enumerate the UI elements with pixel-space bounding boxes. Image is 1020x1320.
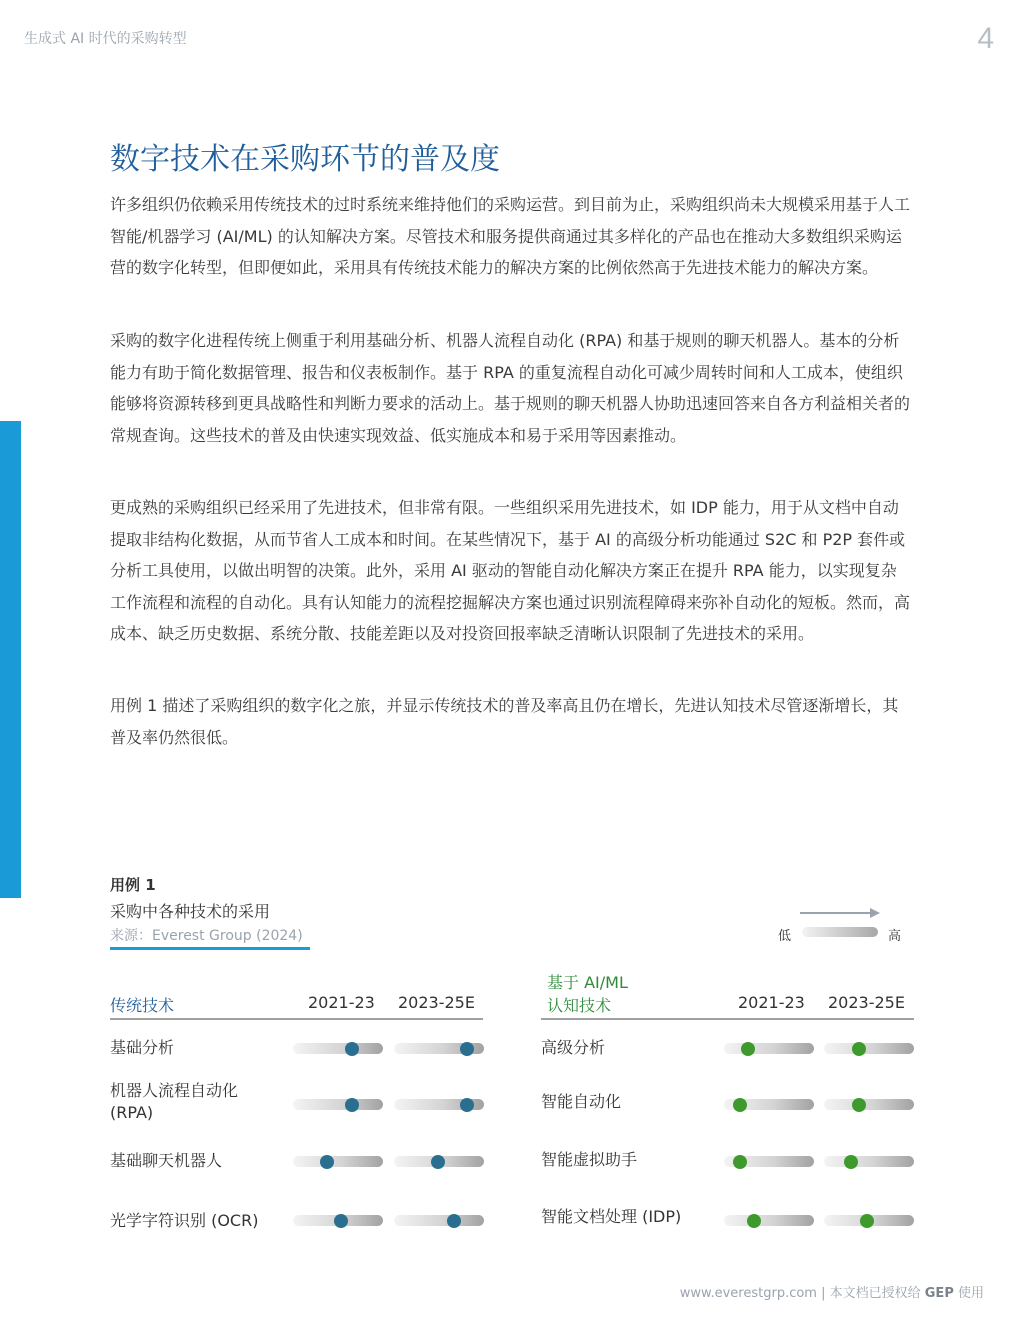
- traditional-period-1: 2021-23: [308, 993, 375, 1012]
- page-title: 数字技术在采购环节的普及度: [110, 142, 500, 177]
- page-number: 4: [977, 22, 994, 55]
- cognitive-adoption-track: [824, 1043, 914, 1054]
- legend-high-label: 高: [888, 929, 902, 944]
- footer-license-text: 本文档已授权给: [829, 1286, 925, 1301]
- legend-arrow-line: [800, 912, 874, 914]
- traditional-adoption-track: [293, 1043, 383, 1054]
- cognitive-adoption-track: [724, 1043, 814, 1054]
- traditional-adoption-track: [293, 1099, 383, 1110]
- exhibit-caption-underline: [110, 947, 310, 950]
- cognitive-adoption-track: [824, 1156, 914, 1167]
- traditional-adoption-track: [394, 1043, 484, 1054]
- cognitive-adoption-marker: [747, 1214, 761, 1228]
- traditional-adoption-marker: [320, 1155, 334, 1169]
- cognitive-adoption-track: [724, 1099, 814, 1110]
- traditional-row-label: 基础分析: [110, 1038, 175, 1057]
- traditional-adoption-track: [394, 1156, 484, 1167]
- legend-gradient-bar: [802, 927, 878, 937]
- paragraph-4: 用例 1 描述了采购组织的数字化之旅，并显示传统技术的普及率高且仍在增长，先进认知技术尽管逐渐增长，其普及率仍然很低。: [110, 696, 899, 747]
- traditional-adoption-marker: [460, 1042, 474, 1056]
- traditional-adoption-marker: [345, 1042, 359, 1056]
- traditional-adoption-track: [293, 1156, 383, 1167]
- cognitive-row-label: 智能自动化: [541, 1092, 622, 1111]
- cognitive-adoption-marker: [860, 1214, 874, 1228]
- exhibit-title: 采购中各种技术的采用: [110, 902, 271, 921]
- cognitive-header: 基于 AI/ML 认知技术: [547, 973, 628, 1015]
- traditional-header-rule: [110, 1018, 483, 1020]
- exhibit-source: 来源：Everest Group (2024): [110, 928, 303, 944]
- cognitive-row-label: 高级分析: [541, 1038, 606, 1057]
- traditional-header: 传统技术: [110, 996, 175, 1015]
- traditional-adoption-marker: [447, 1214, 461, 1228]
- cognitive-adoption-track: [824, 1215, 914, 1226]
- cognitive-adoption-marker: [844, 1155, 858, 1169]
- traditional-adoption-marker: [345, 1098, 359, 1112]
- cognitive-row-label: 智能文档处理 (IDP): [541, 1207, 682, 1226]
- cognitive-adoption-marker: [741, 1042, 755, 1056]
- footer-brand: GEP: [924, 1286, 954, 1301]
- footer-url[interactable]: www.everestgrp.com: [679, 1286, 817, 1301]
- side-accent-bar: [0, 421, 21, 898]
- legend-low-label: 低: [778, 929, 792, 944]
- footer: [680, 1282, 984, 1301]
- cognitive-adoption-track: [724, 1156, 814, 1167]
- traditional-row-label: 光学字符识别 (OCR): [110, 1211, 259, 1230]
- cognitive-header-rule: [541, 1018, 914, 1020]
- traditional-adoption-track: [394, 1215, 484, 1226]
- cognitive-adoption-track: [824, 1099, 914, 1110]
- footer-suffix: 使用: [953, 1286, 984, 1301]
- traditional-row-label: 基础聊天机器人: [110, 1151, 223, 1170]
- traditional-adoption-marker: [334, 1214, 348, 1228]
- traditional-adoption-track: [394, 1099, 484, 1110]
- running-header: 生成式 AI 时代的采购转型: [24, 31, 187, 47]
- paragraph-3: 更成熟的采购组织已经采用了先进技术，但非常有限。一些组织采用先进技术，如 IDP 能力，用于从文档中自动提取非结构化数据，从而节省人工成本和时间。在某些情况下，基于 AI 的高级分析功能通过 S2C 和 P2P 套件或分析工具使用，以做出明智的决策。此外，采用 AI 驱动的智能自动化解决方案正在提升 RPA 能力，以实现复杂工作流程和流程的自动化。具有认知能力的流程挖掘解决方案也通过识别流程障碍来弥补自动化的短板。然而，高成本、缺乏历史数据、系统分散、技能差距以及对投资回报率缺乏清晰认识限制了先进技术的采用。: [110, 498, 911, 643]
- cognitive-adoption-marker: [852, 1098, 866, 1112]
- cognitive-adoption-marker: [852, 1042, 866, 1056]
- traditional-period-2: 2023-25E: [398, 993, 475, 1012]
- footer-separator: |: [816, 1286, 830, 1301]
- paragraph-2: 采购的数字化进程传统上侧重于利用基础分析、机器人流程自动化 (RPA) 和基于规则的聊天机器人。基本的分析能力有助于简化数据管理、报告和仪表板制作。基于 RPA 的重复流程自动化可减少周转时间和人工成本，使组织能够将资源转移到更具战略性和判断力要求的活动上。基于规则的聊天机器人协助迅速回答来自各方利益相关者的常规查询。这些技术的普及由快速实现效益、低实施成本和易于采用等因素推动。: [110, 331, 911, 445]
- traditional-adoption-marker: [431, 1155, 445, 1169]
- legend-arrow-icon: [870, 908, 880, 918]
- cognitive-adoption-marker: [733, 1098, 747, 1112]
- cognitive-adoption-marker: [733, 1155, 747, 1169]
- cognitive-row-label: 智能虚拟助手: [541, 1150, 638, 1169]
- exhibit-label: 用例 1: [110, 876, 156, 894]
- cognitive-period-1: 2021-23: [738, 993, 805, 1012]
- cognitive-adoption-track: [724, 1215, 814, 1226]
- cognitive-period-2: 2023-25E: [828, 993, 905, 1012]
- paragraph-1: 许多组织仍依赖采用传统技术的过时系统来维持他们的采购运营。到目前为止，采购组织尚未大规模采用基于人工智能/机器学习 (AI/ML) 的认知解决方案。尽管技术和服务提供商通过其多样化的产品也在推动大多数组织采购运营的数字化转型，但即便如此，采用具有传统技术能力的解决方案的比例依然高于先进技术能力的解决方案。: [110, 195, 911, 277]
- traditional-row-label: 机器人流程自动化 (RPA): [110, 1081, 239, 1122]
- traditional-adoption-track: [293, 1215, 383, 1226]
- traditional-adoption-marker: [460, 1098, 474, 1112]
